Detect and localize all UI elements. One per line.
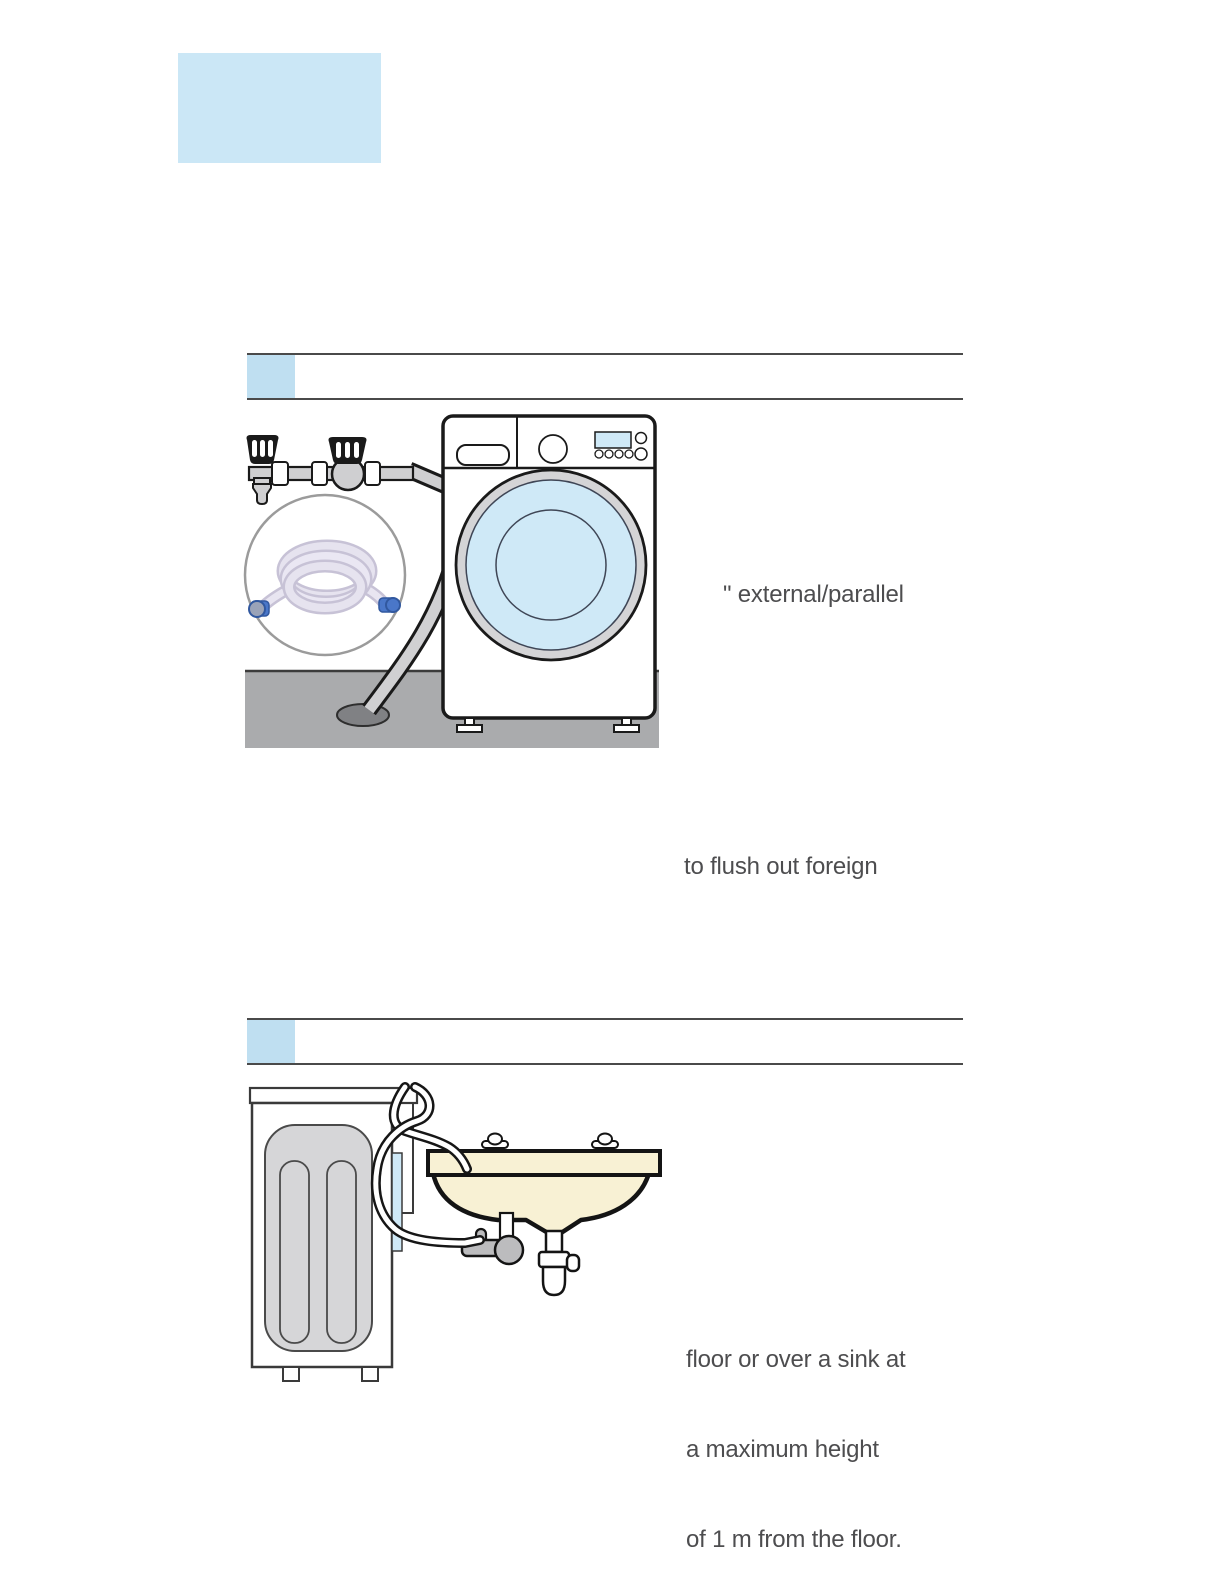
start-button: [635, 448, 647, 460]
text-fragment-sink-height-note: [686, 1285, 906, 1585]
illustration-washer-drain-to-sink: [243, 1073, 663, 1390]
text-fragment-supply-spec: " external/parallel: [723, 581, 904, 608]
washer-door: [456, 470, 646, 660]
sink-note-line-2: a maximum height: [686, 1436, 879, 1463]
display-panel: [595, 432, 631, 448]
sink-tap-right: [592, 1134, 618, 1149]
detergent-drawer: [457, 445, 509, 465]
sink-p-trap: [539, 1231, 579, 1295]
sink-note-line-1: floor or over a sink at: [686, 1346, 906, 1373]
sink-basin: [433, 1173, 649, 1233]
section-heading-band-2: [247, 1018, 963, 1065]
text-fragment-flush-note: to flush out foreign: [684, 853, 878, 880]
right-tap-valve: [329, 437, 367, 490]
illustration-washer-water-supply: [243, 408, 663, 750]
hose-connector-right: [379, 598, 400, 612]
power-button: [636, 433, 647, 444]
sink-note-line-3: of 1 m from the floor.: [686, 1526, 902, 1553]
front-load-washer: [443, 416, 655, 732]
sink-tap-left: [482, 1134, 508, 1149]
hose-connector-left: [249, 601, 269, 617]
section-marker: [247, 1020, 295, 1063]
page-corner-accent-block: [178, 53, 381, 163]
section-heading-band-1: [247, 353, 963, 400]
section-marker: [247, 355, 295, 398]
cycle-knob: [539, 435, 567, 463]
supply-hose-inset: [245, 495, 405, 655]
